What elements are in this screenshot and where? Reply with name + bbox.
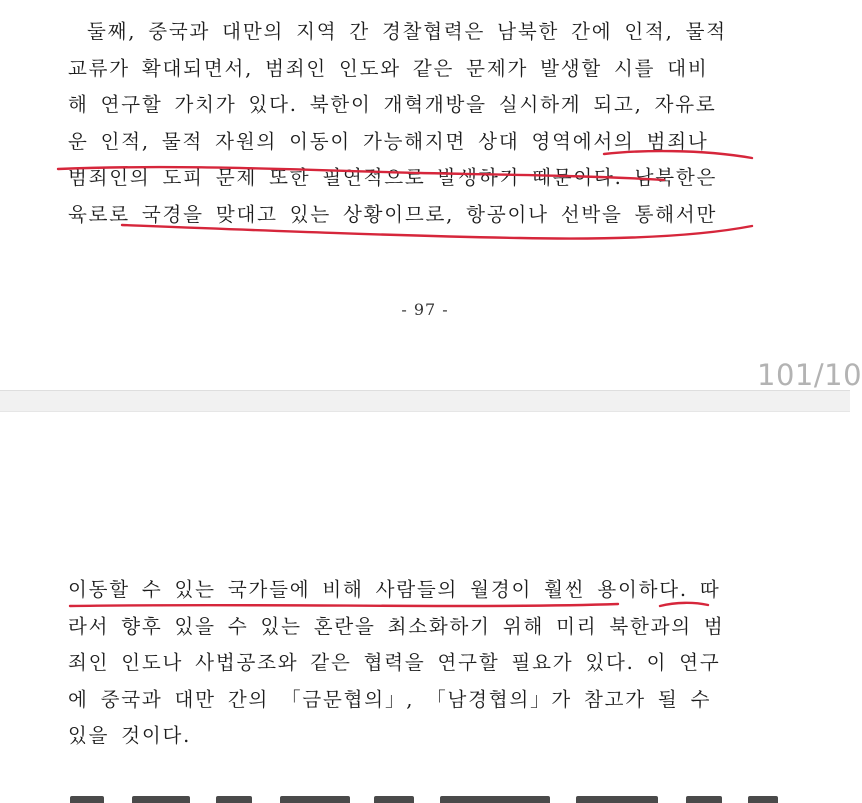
text-line: 범죄인의 도피 문제 또한 필연적으로 발생하기 때문이다. 남북한은 [68,166,718,189]
text-line: 운 인적, 물적 자원의 이동이 가능해지면 상대 영역에서의 범죄나 [68,129,709,153]
text-line: 육로로 국경을 맞대고 있는 상황이므로, 항공이나 선박을 통해서만 [68,202,718,226]
page-number: - 97 - [401,300,449,319]
text-line: 교류가 확대되면서, 범죄인 인도와 같은 문제가 발생할 시를 대비 [68,56,709,80]
text-line: 죄인 인도나 사법공조와 같은 협력을 연구할 필요가 있다. 이 연구 [68,651,721,674]
text-line: 둘째, 중국과 대만의 지역 간 경찰협력은 남북한 간에 인적, 물적 [87,20,727,43]
paragraph-police-cooperation [68,14,784,233]
page-counter: 101/10 [757,358,862,392]
text-line: 라서 향후 있을 수 있는 혼란을 최소화하기 위해 미리 북한과의 범 [68,614,725,638]
text-line: 해 연구할 가치가 있다. 북한이 개혁개방을 실시하게 되고, 자유로 [68,93,717,116]
text-line: 이동할 수 있는 국가들에 비해 사람들의 월경이 훨씬 용이하다. 따 [68,578,721,601]
document-page-97 [0,0,850,390]
text-line: 에 중국과 대만 간의 「금문협의」, 「남경협의」가 참고가 될 수 [68,687,712,711]
paragraph-continuation [68,572,784,755]
page-separator [0,390,850,412]
partially-visible-text-line [68,790,784,803]
text-line: 있을 것이다. [68,724,192,747]
